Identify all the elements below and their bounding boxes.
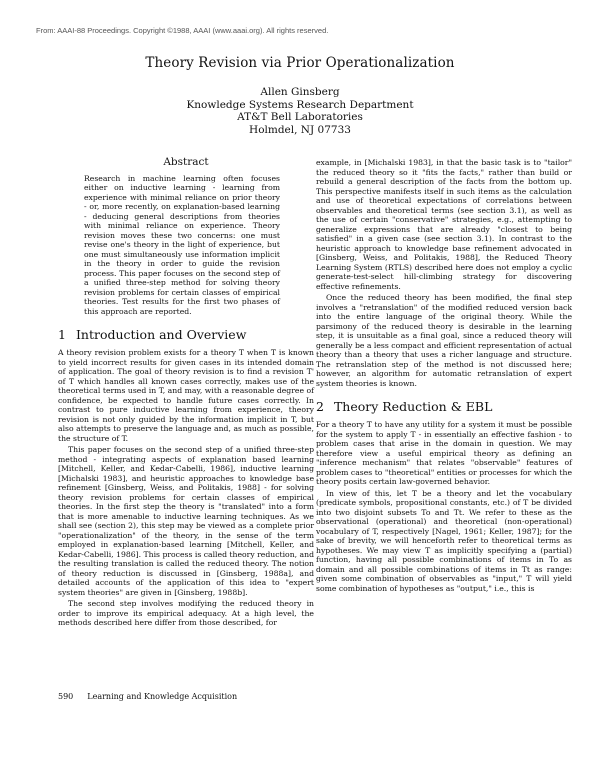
section-1-title: Introduction and Overview xyxy=(75,327,247,342)
section-2-heading xyxy=(316,400,572,414)
abstract-text: Research in machine learning often focuses either on inductive learning - learning from experience with minimal reliance on prior theory - or, more recently, on explanation-based learning - deducing general descriptions from theories with minimal reliance on experience. Theory revision moves these two concerns: one must revise one's theory in the light of experience, but one must simultaneously use information implicit in the theory in order to guide the revision process. This paper focuses on the second step of a unified three-step method for solving theory revision problems for certain classes of empirical theories. Test results for the first two phases of this approach are reported. xyxy=(84,173,280,316)
section-2-title: Theory Reduction & EBL xyxy=(333,399,493,414)
section-2-number: 2 xyxy=(316,399,324,414)
left-column xyxy=(58,158,314,630)
section-1-heading xyxy=(58,328,314,342)
author-department: Knowledge Systems Research Department xyxy=(186,98,414,111)
section-1-paragraph-1: A theory revision problem exists for a theory T when T is known to yield incorrect results for given cases in its intended domain of application. The goal of theory revision is to find a revision T' of T which handles all known cases correctly, makes use of the theoretical terms used in T, and may, with a reasonable degree of confidence, be expected to handle future cases correctly. In contrast to pure inductive learning from experience, theory revision is not only guided by the information implicit in T, but also attempts to preserve the language and, as much as possible, the structure of T. xyxy=(58,348,314,443)
author-organization: AT&T Bell Laboratories xyxy=(237,111,363,123)
right-column xyxy=(316,158,572,595)
copyright-header: From: AAAI-88 Proceedings. Copyright ©1988, AAAI (www.aaai.org). All rights reserved. xyxy=(36,26,329,35)
abstract-heading: Abstract xyxy=(163,156,209,168)
author-name: Allen Ginsberg xyxy=(260,86,340,98)
right-paragraph-1: example, in [Michalski 1983], in that the basic task is to "tailor" the reduced theory so it "fits the facts," rather than build or rebuild a general description of the facts from the bottom up. This perspective manifests itself in such items as the calculation and use of theoretical expectations of correlations between observables and theoretical terms (see section 3.1), as well as the use of certain "conservative" strategies, e.g., attempting to generalize expressions that are already "closest to being satisfied" in a given case (see section 3.1). In contrast to the heuristic approach to knowledge base refinement advocated in [Ginsberg, Weiss, and Politakis, 1988], the Reduced Theory Learning System (RTLS) described here does not employ a cyclic generate-test-select hill-climbing strategy for discovering effective refinements. xyxy=(316,158,572,291)
page-number: 590 xyxy=(58,692,74,701)
right-paragraph-2: Once the reduced theory has been modified, the final step involves a "retranslation" of the modified reduced version back into the entire language of the original theory. While the parsimony of the reduced theory is desirable in the learning step, it is unsuitable as a final goal, since a reduced theory will generally be a less compact and efficient representation of actual theory than a theory that uses a richer language and structure. The retranslation step of the method is not discussed here; however, an algorithm for automatic retranslation of expert system theories is known. xyxy=(316,293,572,388)
author-block xyxy=(0,86,600,136)
section-1-paragraph-3: The second step involves modifying the reduced theory in order to improve its empirical adequacy. At a high level, the methods described here differ from those described, for xyxy=(58,599,314,627)
page-footer xyxy=(58,692,237,701)
author-location: Holmdel, NJ 07733 xyxy=(249,123,351,136)
section-2-paragraph-2: In view of this, let T be a theory and let the vocabulary (predicate symbols, propositional constants, etc.) of T be divided into two disjoint subsets To and Tt. We refer to these as the observational (operational) and theoretical (non-operational) vocabulary of T, respectively [Nagel, 1961; Keller, 1987]; for the sake of brevity, we will henceforth refer to theoretical terms as hypotheses. We may view T as implicitly specifying a (partial) function, having all possible combinations of items in To as domain and all possible combinations of items in Tt as range: given some combination of observables as "input," T will yield some combination of hypotheses as "output," i.e., this is xyxy=(316,488,572,593)
footer-venue: Learning and Knowledge Acquisition xyxy=(87,692,238,701)
paper-title: Theory Revision via Prior Operationalization xyxy=(145,55,455,71)
section-1-paragraph-2: This paper focuses on the second step of a unified three-step method - integrating aspects of explanation based learning [Mitchell, Keller, and Kedar-Cabelli, 1986], inductive learning [Michalski 1983], and heuristic approaches to knowledge base refinement [Ginsberg, Weiss, and Politakis, 1988] - for solving theory revision problems for certain classes of empirical theories. In the first step the theory is "translated" into a form that is more amenable to inductive learning techniques. As we shall see (section 2), this step may be viewed as a complete prior "operationalization" of the theory, in the sense of the term employed in explanation-based learning [Mitchell, Keller, and Kedar-Cabelli, 1986]. This process is called theory reduction, and the resulting translation is called the reduced theory. The notion of theory reduction is discussed in [Ginsberg, 1988a], and detailed accounts of the application of this idea to "expert system theories" are given in [Ginsberg, 1988b]. xyxy=(58,445,314,597)
section-2-paragraph-1: For a theory T to have any utility for a system it must be possible for the system to apply T - in essentially an effective fashion - to problem cases that arise in the domain in question. We may therefore view a useful empirical theory as defining an "inference mechanism" that relates "observable" features of problem cases to "theoretical" entities or processes for which the theory posits certain law-governed behavior. xyxy=(316,420,572,486)
section-1-number: 1 xyxy=(58,327,66,342)
